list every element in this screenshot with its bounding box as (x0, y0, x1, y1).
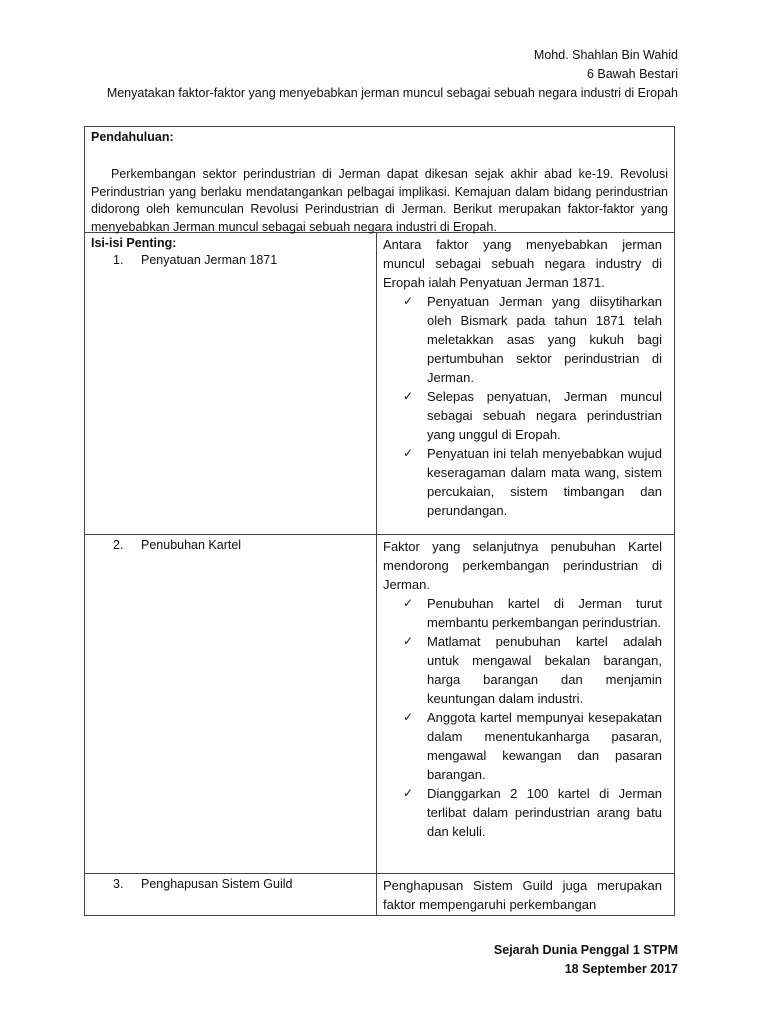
point-detail-cell-1 (377, 233, 675, 535)
class-name: 6 Bawah Bestari (586, 67, 678, 81)
checkmark-icon: ✓ (403, 710, 414, 724)
point-row-2 (85, 535, 675, 874)
bullet-text: Penyatuan ini telah menyebabkan wujud keseragaman dalam mata wang, sistem percukaian, sistem timbangan dan perundangan. (427, 446, 662, 518)
list-item (403, 632, 662, 708)
bullet-list (383, 292, 662, 520)
checkmark-icon: ✓ (403, 596, 414, 610)
checkmark-icon: ✓ (403, 634, 414, 648)
point-number: 3. (113, 877, 124, 891)
point-intro: Faktor yang selanjutnya penubuhan Kartel mendorong perkembangan perindustrian di Jerman. (383, 539, 662, 592)
point-title-3 (113, 876, 370, 893)
point-title-1 (113, 252, 370, 269)
list-item (403, 292, 662, 387)
subject-name: Sejarah Dunia Penggal 1 STPM (493, 943, 678, 957)
intro-heading: Pendahuluan: (91, 130, 174, 144)
point-intro: Penghapusan Sistem Guild juga merupakan faktor mempengaruhi perkembangan (383, 878, 662, 912)
bullet-text: Matlamat penubuhan kartel adalah untuk mengawal bekalan barangan, harga barangan dan menjamin keuntungan dalam industri. (427, 634, 662, 706)
bullet-text: Anggota kartel mempunyai kesepakatan dalam menentukanharga pasaran, mengawal kewangan dan pasaran barangan. (427, 710, 662, 782)
checkmark-icon: ✓ (403, 389, 414, 403)
point-row-1 (85, 233, 675, 535)
intro-cell (85, 127, 675, 233)
list-item (403, 444, 662, 520)
document-footer (494, 941, 678, 979)
bullet-list (383, 594, 662, 841)
checkmark-icon: ✓ (403, 786, 414, 800)
point-title-2 (113, 537, 370, 554)
point-label: Penubuhan Kartel (141, 538, 242, 552)
document-date: 18 September 2017 (564, 962, 678, 976)
list-item (403, 708, 662, 784)
point-label-cell-1 (85, 233, 377, 535)
point-intro: Antara faktor yang menyebabkan jerman muncul sebagai sebuah negara industry di Eropah ialah Penyatuan Jerman 1871. (383, 237, 662, 290)
point-label: Penyatuan Jerman 1871 (141, 253, 278, 267)
intro-text: Perkembangan sektor perindustrian di Jerman dapat dikesan sejak akhir abad ke-19. Revolusi Perindustrian yang berlaku mendatangankan pelbagai implikasi. Kemajuan dalam bidang perindustrian didorong oleh kemunculan Revolusi Perindustrian di Jerman. Berikut merupakan faktor-faktor yang menyebabkan Jerman muncul sebagai sebuah negara industri di Eropah. (91, 167, 668, 234)
bullet-text: Penyatuan Jerman yang diisytiharkan oleh Bismark pada tahun 1871 telah meletakkan asas yang kukuh bagi pertumbuhan sektor perindustrian di Jerman. (427, 294, 662, 385)
list-item (403, 594, 662, 632)
bullet-text: Selepas penyatuan, Jerman muncul sebagai sebuah negara perindustrian yang unggul di Eropah. (427, 389, 662, 442)
point-detail-cell-3 (377, 874, 675, 916)
point-number: 1. (113, 253, 124, 267)
checkmark-icon: ✓ (403, 446, 414, 460)
point-label: Penghapusan Sistem Guild (141, 877, 293, 891)
list-item (403, 387, 662, 444)
content-heading: Isi-isi Penting: (91, 236, 177, 250)
point-label-cell-3 (85, 874, 377, 916)
checkmark-icon: ✓ (403, 294, 414, 308)
document-title: Menyatakan faktor-faktor yang menyebabkan jerman muncul sebagai sebuah negara industri di Eropah (106, 86, 678, 100)
list-item (403, 784, 662, 841)
document-header (107, 46, 678, 103)
author-name: Mohd. Shahlan Bin Wahid (533, 48, 678, 62)
point-detail-cell-2 (377, 535, 675, 874)
point-label-cell-2 (85, 535, 377, 874)
point-row-3 (85, 874, 675, 916)
bullet-text: Dianggarkan 2 100 kartel di Jerman terlibat dalam perindustrian arang batu dan keluli. (427, 786, 662, 839)
content-table (84, 126, 675, 916)
point-number: 2. (113, 538, 124, 552)
intro-row (85, 127, 675, 233)
bullet-text: Penubuhan kartel di Jerman turut membantu perkembangan perindustrian. (427, 596, 662, 630)
